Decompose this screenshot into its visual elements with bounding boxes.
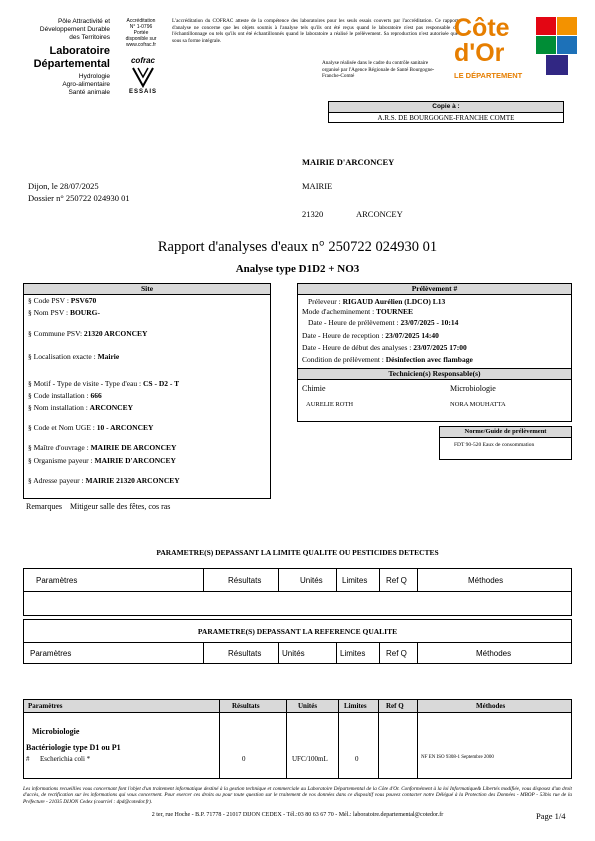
norm-header: Norme/Guide de prélèvement bbox=[440, 427, 571, 438]
r-col-param: Paramètres bbox=[28, 702, 63, 710]
logo-line1: Côte bbox=[454, 14, 510, 42]
cofrac-wordmark: cofrac bbox=[130, 56, 155, 65]
cond: Désinfection avec flambage bbox=[385, 355, 473, 364]
row-result: 0 bbox=[242, 755, 246, 763]
motif: CS - D2 - T bbox=[143, 379, 180, 388]
s2-col-result: Résultats bbox=[228, 649, 262, 658]
commune: 21320 ARCONCEY bbox=[83, 329, 148, 338]
remarks-label: Remarques bbox=[26, 502, 62, 511]
accred-line4: disponible sur bbox=[125, 36, 157, 42]
site-header: Site bbox=[24, 284, 270, 295]
pole-line3: des Territoires bbox=[69, 34, 110, 41]
s1-col-method: Méthodes bbox=[468, 576, 504, 585]
site-row-motif bbox=[28, 379, 179, 388]
report-subtitle: Analyse type D1D2 + NO3 bbox=[235, 263, 360, 275]
s1-vline3 bbox=[336, 569, 337, 591]
s1-col-refq: Ref Q bbox=[386, 576, 407, 585]
technicians-header: Technicien(s) Responsable(s) bbox=[298, 369, 571, 380]
s2-col-unit: Unités bbox=[282, 649, 305, 658]
s2-hline bbox=[24, 642, 571, 643]
section1-title: PARAMETRE(S) DEPASSANT LA LIMITE QUALITE OU PESTICIDES DETECTES bbox=[156, 548, 439, 557]
remarks bbox=[26, 502, 170, 511]
site-row-payer-addr bbox=[28, 476, 180, 485]
s2-col-refq: Ref Q bbox=[386, 649, 407, 658]
s2-vline3 bbox=[336, 642, 337, 663]
uge: 10 - ARCONCEY bbox=[96, 423, 154, 432]
cote-dor-logo bbox=[454, 15, 578, 87]
psv-name: BOURG- bbox=[69, 308, 100, 317]
cond-label: Condition de prélèvement : bbox=[302, 355, 384, 364]
recipient-postcode: 21320 bbox=[302, 209, 324, 219]
accred-line5: www.cofrac.fr bbox=[125, 42, 156, 48]
reception-row bbox=[302, 331, 439, 340]
reception-label: Date - Heure de reception : bbox=[302, 331, 384, 340]
copies-box bbox=[328, 101, 564, 123]
norm-box bbox=[439, 426, 572, 460]
s2-col-param: Paramètres bbox=[30, 649, 72, 658]
accred-line2: N° 1-0796 bbox=[129, 24, 153, 30]
s2-col-method: Méthodes bbox=[476, 649, 512, 658]
r-col-method: Méthodes bbox=[476, 702, 506, 710]
row-unit: UFC/100mL bbox=[292, 755, 328, 763]
cofrac-logo bbox=[126, 56, 160, 116]
place-date: Dijon, le 28/07/2025 bbox=[28, 181, 99, 191]
date: 23/07/2025 - 10:14 bbox=[400, 318, 459, 327]
cofrac-essais: ESSAIS bbox=[128, 89, 157, 95]
section2-table bbox=[23, 619, 572, 664]
start: 23/07/2025 17:00 bbox=[413, 343, 467, 352]
r-col-refq: Ref Q bbox=[386, 702, 404, 710]
tech-col2: Microbiologie bbox=[450, 384, 496, 393]
s2-vline4 bbox=[379, 642, 380, 663]
install-code: 666 bbox=[90, 391, 102, 400]
logo-line2: d'Or bbox=[454, 39, 505, 67]
tech-col1: Chimie bbox=[302, 384, 326, 393]
site-row-locexact bbox=[28, 352, 119, 361]
section2-title: PARAMETRE(S) DEPASSANT LA REFERENCE QUALITE bbox=[197, 627, 398, 636]
spec3: Santé animale bbox=[68, 89, 110, 96]
date-label: Date - Heure de prélèvement : bbox=[308, 318, 399, 327]
r-vline3 bbox=[338, 700, 339, 778]
psv-name-label: § Nom PSV : bbox=[28, 308, 69, 317]
payer-label: § Organisme payeur : bbox=[28, 456, 93, 465]
r-vline5 bbox=[417, 700, 418, 778]
s2-col-limit: Limites bbox=[340, 649, 366, 658]
site-row-uge bbox=[28, 423, 153, 432]
pole-line1: Pôle Attractivité et bbox=[57, 18, 110, 25]
site-row-install-code bbox=[28, 391, 102, 400]
r-col-unit: Unités bbox=[298, 702, 318, 710]
results-subgroup: Bactériologie type D1 ou P1 bbox=[26, 743, 121, 752]
copies-label: Copie à : bbox=[329, 102, 563, 113]
site-row-install-name bbox=[28, 403, 133, 412]
row-method: NF EN ISO 9308-1 Septembre 2000 bbox=[421, 755, 494, 760]
site-row-psv-name bbox=[28, 308, 100, 317]
payer: MAIRIE D'ARCONCEY bbox=[94, 456, 176, 465]
results-table bbox=[23, 699, 572, 779]
commune-label: § Commune PSV: bbox=[28, 329, 83, 338]
accreditation-block bbox=[118, 18, 164, 48]
s1-hline bbox=[24, 591, 571, 592]
tech-name1: AURELIE ROTH bbox=[306, 401, 354, 408]
reception: 23/07/2025 14:40 bbox=[385, 331, 439, 340]
sampling-header: Prélèvement # bbox=[298, 284, 571, 295]
norm-value: FDT 90-520 Eaux de consommation bbox=[454, 442, 535, 448]
s1-col-limit: Limites bbox=[342, 576, 368, 585]
s1-col-result: Résultats bbox=[228, 576, 262, 585]
mo: MAIRIE DE ARCONCEY bbox=[90, 443, 177, 452]
payer-addr: MAIRIE 21320 ARCONCEY bbox=[85, 476, 180, 485]
sampler-label: Préleveur : bbox=[308, 297, 341, 306]
pole-line2: Développement Durable bbox=[39, 26, 110, 33]
footer-address: 2 ter, rue Hoche - B.P. 71778 - 21017 DIJON CEDEX - Tél.:03 80 63 67 70 - Mél.: laboratoire.departemental@cotedor.fr bbox=[151, 812, 444, 818]
org-block bbox=[10, 18, 110, 97]
lab-line2: Départemental bbox=[33, 58, 110, 70]
logo-subtitle: LE DÉPARTEMENT bbox=[454, 71, 523, 80]
recipient-name: MAIRIE D'ARCONCEY bbox=[302, 157, 395, 167]
copies-value: A.R.S. DE BOURGOGNE-FRANCHE COMTE bbox=[377, 114, 515, 122]
start-label: Date - Heure de début des analyses : bbox=[302, 343, 412, 352]
mo-label: § Maître d'ouvrage : bbox=[28, 443, 89, 452]
site-box bbox=[23, 283, 271, 499]
accred-line3: Portée bbox=[133, 30, 149, 36]
install-name: ARCONCEY bbox=[89, 403, 134, 412]
start-row bbox=[302, 343, 467, 352]
row-limit: 0 bbox=[355, 755, 359, 763]
site-row-mo bbox=[28, 443, 176, 452]
mode-label: Mode d'acheminement : bbox=[302, 307, 375, 316]
s1-vline5 bbox=[417, 569, 418, 591]
row-marker: # bbox=[26, 755, 30, 763]
locexact: Mairie bbox=[97, 352, 120, 361]
results-group: Microbiologie bbox=[32, 727, 80, 736]
s1-col-unit: Unités bbox=[300, 576, 323, 585]
control-text: Analyse réalisée dans le cadre du contrôle sanitaire organisé par l'Agence Régionale de Santé Bourgogne-Franche-Comté bbox=[322, 60, 435, 80]
install-code-label: § Code installation : bbox=[28, 391, 89, 400]
r-col-limit: Limites bbox=[344, 702, 367, 710]
s1-vline2 bbox=[278, 569, 279, 591]
s2-vline1 bbox=[203, 642, 204, 663]
payer-addr-label: § Adresse payeur : bbox=[28, 476, 84, 485]
r-vline1 bbox=[219, 700, 220, 778]
r-vline2 bbox=[286, 700, 287, 778]
recipient-line2: MAIRIE bbox=[302, 181, 333, 191]
accreditation-text: L'accréditation du COFRAC atteste de la compétence des laboratoires pour les seuls essais couverts par l'accréditation. Ce rapport d'analyse ne concerne que les objets soumis à l'analyse tels qu'ils ont été reçus quand le laboratoire n'est pas responsable de l'échantillonnage ou tels qu'ils ont été échantillonnés quand le laboratoire a réalisé le prélèvement. Sa reproduction n'est autorisée que sous sa forme intégrale. bbox=[172, 18, 458, 44]
s2-vline5 bbox=[417, 642, 418, 663]
r-col-result: Résultats bbox=[232, 702, 260, 710]
spec1: Hydrologie bbox=[78, 73, 110, 80]
page-number: Page 1/4 bbox=[536, 811, 566, 821]
date-row bbox=[308, 318, 458, 327]
site-row-psv-code bbox=[28, 296, 96, 305]
cond-row bbox=[302, 355, 473, 364]
section1-table bbox=[23, 568, 572, 616]
accred-line1: Accréditation bbox=[126, 18, 156, 24]
install-name-label: § Nom installation : bbox=[28, 403, 88, 412]
psv-code-label: § Code PSV : bbox=[28, 296, 69, 305]
privacy-notice: Les informations recueillies vous concernant font l'objet d'un traitement informatique destiné à la gestion technique et commerciale au Laboratoire Départemental de la Côte d'Or. Conformément à la loi Informatique& Libertés modifiée, vous disposez d'un droit d'accès, de rectification sur les informations qui vous concernent. Pour exercer ces droits ou pour toute question sur le traitement de vos données dans ce dispositif vous pouvez contacter notre Délégué à la Protection des Données - MBOP - 53bis rue de la Préfecture - 21035 DIJON Cedex (courriel : dpd@cotedor.fr). bbox=[23, 786, 572, 805]
row-param: Escherichia coli * bbox=[40, 755, 91, 763]
uge-label: § Code et Nom UGE : bbox=[28, 423, 95, 432]
sampler: RIGAUD Aurélien (LDCO) L13 bbox=[342, 297, 446, 306]
cofrac-emblem-icon bbox=[130, 66, 156, 88]
lab-line1: Laboratoire bbox=[49, 45, 110, 57]
s1-vline1 bbox=[203, 569, 204, 591]
technicians-box bbox=[297, 368, 572, 422]
psv-code: PSV670 bbox=[70, 296, 97, 305]
s2-vline2 bbox=[278, 642, 279, 663]
remarks-text: Mitigeur salle des fêtes, cos ras bbox=[70, 502, 171, 511]
motif-label: § Motif - Type de visite - Type d'eau : bbox=[28, 379, 142, 388]
mode: TOURNEE bbox=[376, 307, 414, 316]
mode-row bbox=[302, 307, 413, 316]
site-row-payer bbox=[28, 456, 176, 465]
locexact-label: § Localisation exacte : bbox=[28, 352, 96, 361]
s1-vline4 bbox=[379, 569, 380, 591]
recipient-city: ARCONCEY bbox=[356, 209, 403, 219]
dossier-number: Dossier n° 250722 024930 01 bbox=[28, 193, 130, 203]
logo-color-bars-icon bbox=[536, 17, 578, 77]
s1-col-param: Paramètres bbox=[36, 576, 78, 585]
spec2: Agro-alimentaire bbox=[62, 81, 110, 88]
tech-name2: NORA MOUHATTA bbox=[450, 401, 506, 408]
site-row-commune bbox=[28, 329, 147, 338]
r-vline4 bbox=[378, 700, 379, 778]
sampling-box bbox=[297, 283, 572, 369]
report-title: Rapport d'analyses d'eaux n° 250722 024930 01 bbox=[157, 239, 438, 255]
sampler-row bbox=[308, 297, 445, 306]
